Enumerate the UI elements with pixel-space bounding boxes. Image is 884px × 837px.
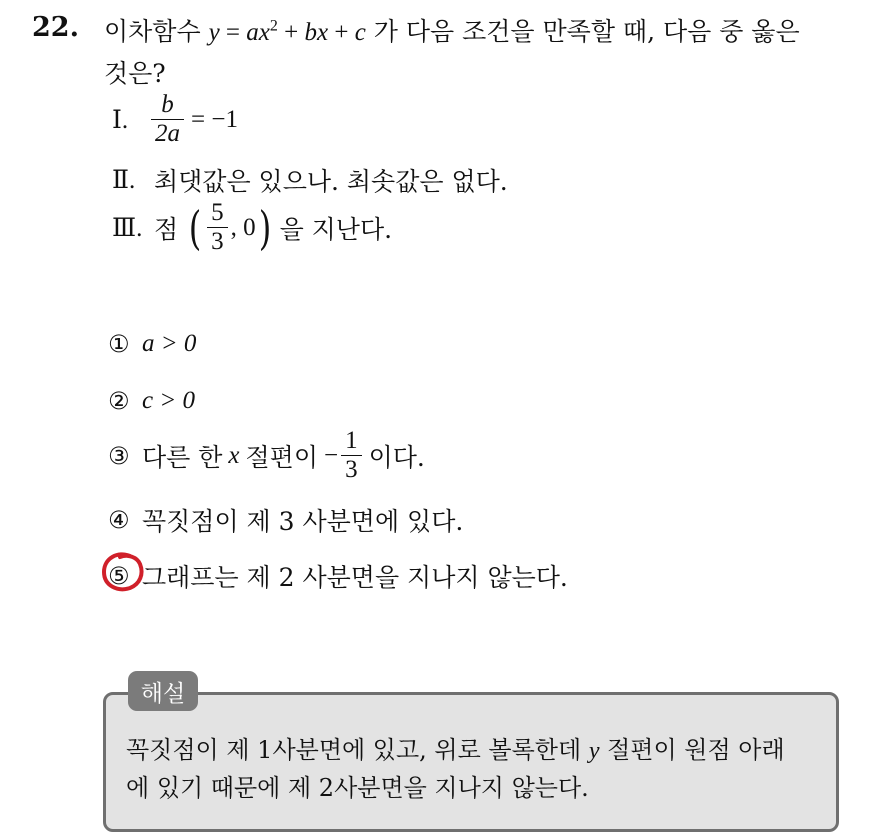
choice-pre: 다른 한 [142,442,223,472]
fraction-numerator: b [161,91,174,118]
solution-line1-post: 절편이 원점 아래 [607,736,785,764]
fraction [341,428,362,484]
choice-marker: ① [108,330,130,358]
eq-ax: ax [246,19,270,46]
question-number: 22. [32,12,79,43]
choice-4[interactable] [108,502,463,538]
condition-label: Ⅲ. [112,214,143,242]
solution-tab: 해설 [128,671,198,711]
choice-1[interactable] [108,330,196,358]
fraction-denominator: 3 [207,227,228,255]
solution-line1 [126,730,785,765]
choice-sign: − [323,441,339,469]
choice-text: 그래프는 제 2 사분면을 지나지 않는다. [142,563,568,592]
question-stem-line2: 것은? [104,59,166,88]
left-paren: ( [188,200,202,255]
choice-3[interactable] [108,428,425,484]
choice-mid: 절편이 [245,442,318,472]
condition-3 [112,200,392,256]
condition-text: 최댓값은 있으나. 최솟값은 없다. [154,167,508,196]
fraction-denominator: 3 [341,455,362,483]
eq-exponent: 2 [269,17,278,35]
choice-marker: ② [108,387,130,415]
eq-c: c [354,19,366,46]
point-y: , 0 [230,213,256,241]
choice-var: x [228,441,240,469]
eq-plus2: + [328,19,355,46]
choice-marker: ③ [108,441,130,470]
eq-y: y [208,19,220,46]
stem-prefix: 이차함수 [104,17,201,46]
fraction-numerator: 1 [345,427,358,454]
choice-post: 이다. [368,442,425,472]
answer-circle-stroke [104,554,142,589]
fraction [151,92,184,148]
solution-line2: 에 있기 때문에 제 2사분면을 지나지 않는다. [126,774,589,802]
solution-line1-pre: 꼭짓점이 제 1사분면에 있고, 위로 볼록한데 [126,736,582,764]
choice-marker: ④ [108,506,130,534]
condition-post: 을 지난다. [279,214,393,244]
fraction-numerator: 5 [211,199,224,226]
choice-5[interactable] [108,558,568,594]
right-paren: ) [258,200,271,255]
answer-circle-mark [100,550,146,594]
stem-suffix: 가 다음 조건을 만족할 때, 다음 중 옳은 [373,17,800,46]
eq-plus1: + [277,19,305,46]
condition-rhs: = −1 [191,105,238,133]
fraction [207,200,228,256]
condition-label: Ⅰ. [112,106,129,134]
condition-1 [112,92,238,148]
condition-pre: 점 [154,214,179,244]
condition-label: Ⅱ. [112,167,136,194]
fraction-denominator: 2a [151,119,184,147]
choice-math: c > 0 [142,387,195,414]
choice-math: a > 0 [142,330,197,357]
eq-equals: = [219,19,247,46]
choice-2[interactable] [108,387,195,415]
condition-2 [112,162,508,198]
eq-bx: bx [304,19,329,46]
choice-text: 꼭짓점이 제 3 사분면에 있다. [142,507,464,536]
solution-var: y [588,738,600,764]
question-stem-line1 [104,12,800,48]
choice-marker: ⑤ [108,562,130,590]
